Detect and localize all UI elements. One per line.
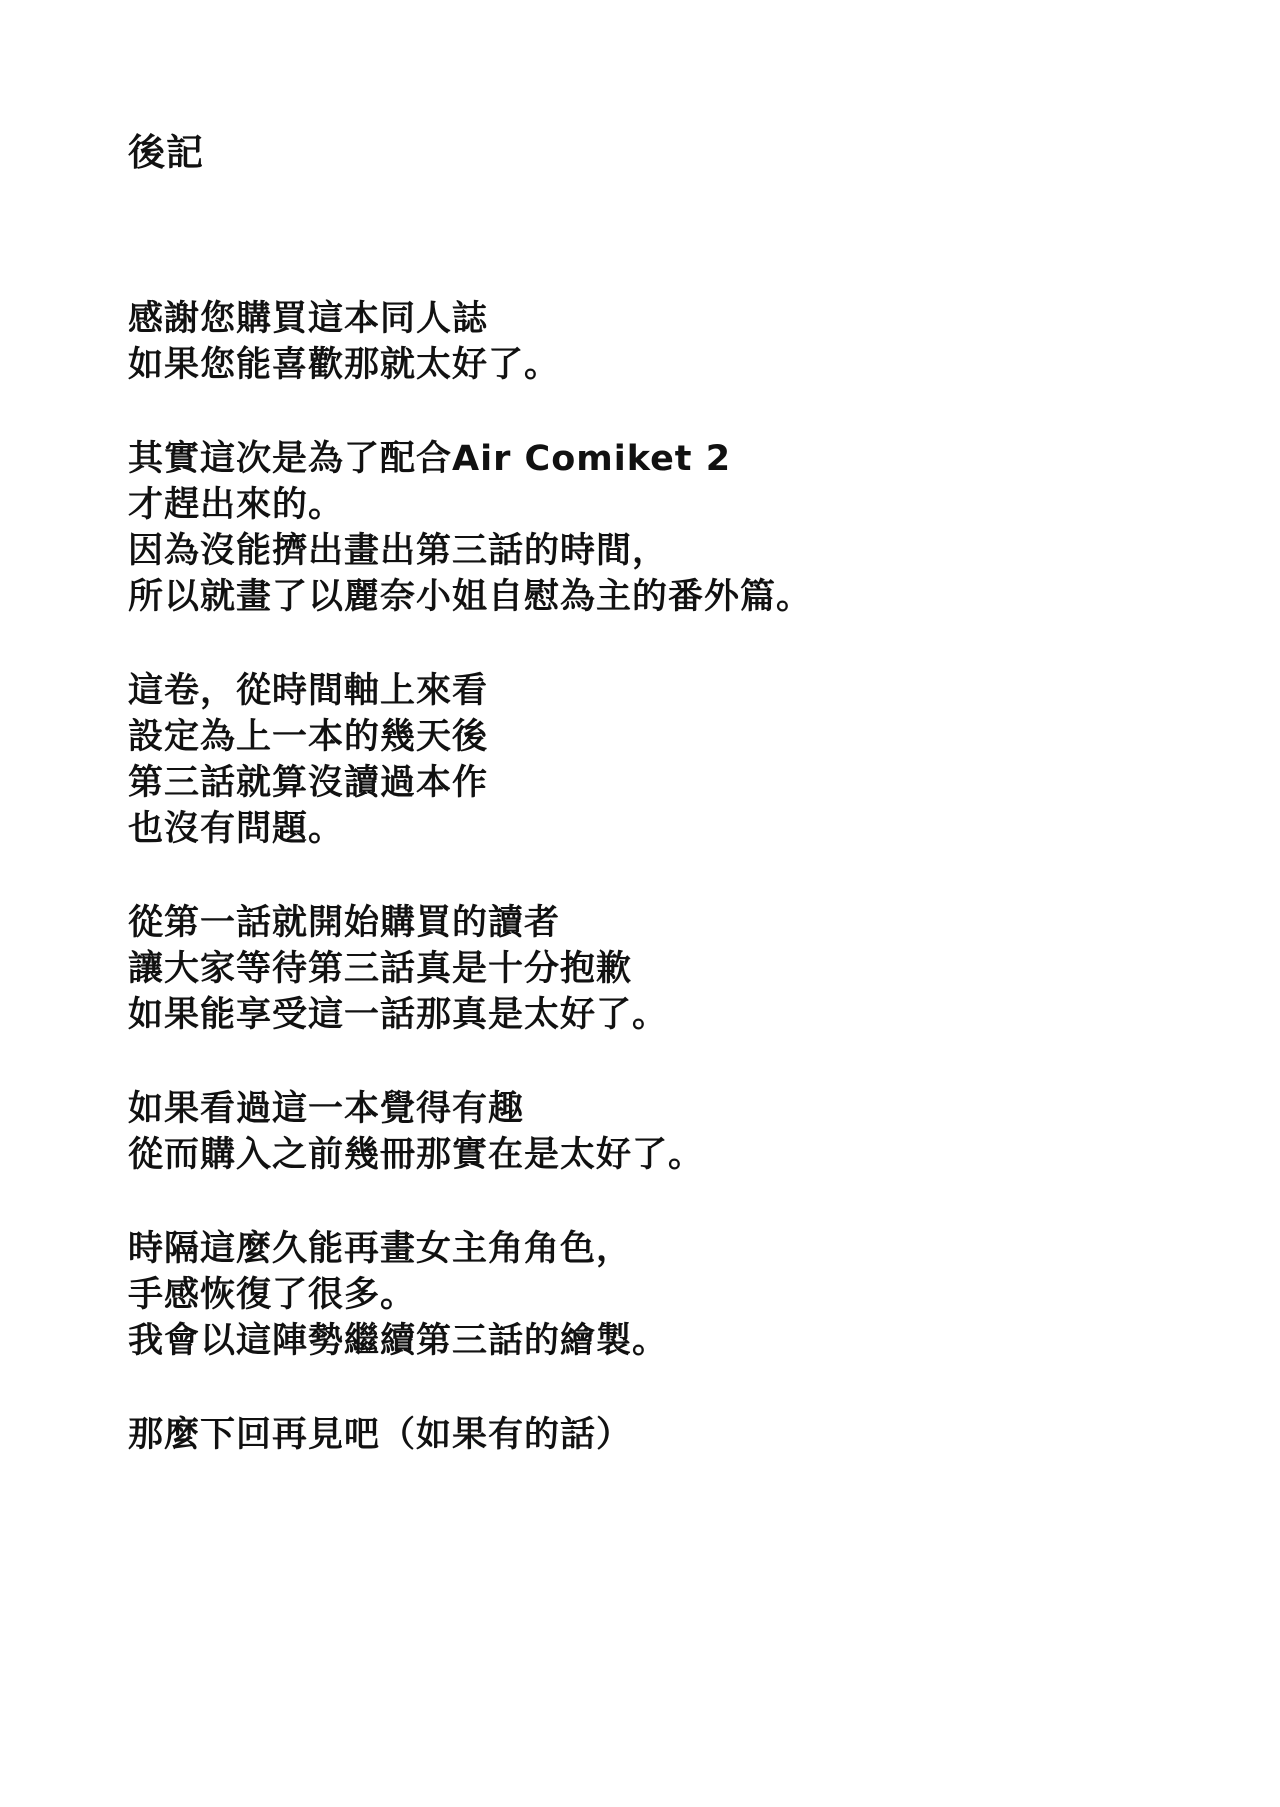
- text-line: 才趕出來的。: [128, 485, 345, 525]
- afterword-body: [128, 296, 1228, 1506]
- text-line: 我會以這陣勢繼續第三話的繪製。: [128, 1321, 669, 1361]
- text-line: 如果您能喜歡那就太好了。: [128, 345, 561, 385]
- text-line: 設定為上一本的幾天後: [128, 717, 489, 757]
- text-line: 所以就畫了以麗奈小姐自慰為主的番外篇。: [128, 577, 813, 617]
- paragraph-1: [128, 296, 1228, 388]
- text-line: 第三話就算沒讀過本作: [128, 763, 489, 803]
- paragraph-2: [128, 436, 1228, 620]
- paragraph-4: [128, 900, 1228, 1038]
- text-line: 如果能享受這一話那真是太好了。: [128, 995, 669, 1035]
- paragraph-3: [128, 668, 1228, 852]
- paragraph-5: [128, 1086, 1228, 1178]
- text-line: 從第一話就開始購買的讀者: [128, 903, 561, 943]
- text-line: 也沒有問題。: [128, 809, 345, 849]
- text-line: 感謝您購買這本同人誌: [128, 299, 489, 339]
- text-line: 從而購入之前幾冊那實在是太好了。: [128, 1135, 705, 1175]
- text-line: 手感恢復了很多。: [128, 1275, 417, 1315]
- text-line: 這卷，從時間軸上來看: [128, 671, 489, 711]
- text-line: 那麼下回再見吧（如果有的話）: [128, 1415, 633, 1455]
- page-title: 後記: [128, 131, 204, 174]
- text-line: 時隔這麼久能再畫女主角角色，: [128, 1229, 633, 1269]
- paragraph-7: [128, 1412, 1228, 1458]
- text-line: 因為沒能擠出畫出第三話的時間，: [128, 531, 669, 571]
- text-line: 其實這次是為了配合Air Comiket 2: [128, 439, 732, 479]
- text-line: 讓大家等待第三話真是十分抱歉: [128, 949, 633, 989]
- paragraph-6: [128, 1226, 1228, 1364]
- text-line: 如果看過這一本覺得有趣: [128, 1089, 525, 1129]
